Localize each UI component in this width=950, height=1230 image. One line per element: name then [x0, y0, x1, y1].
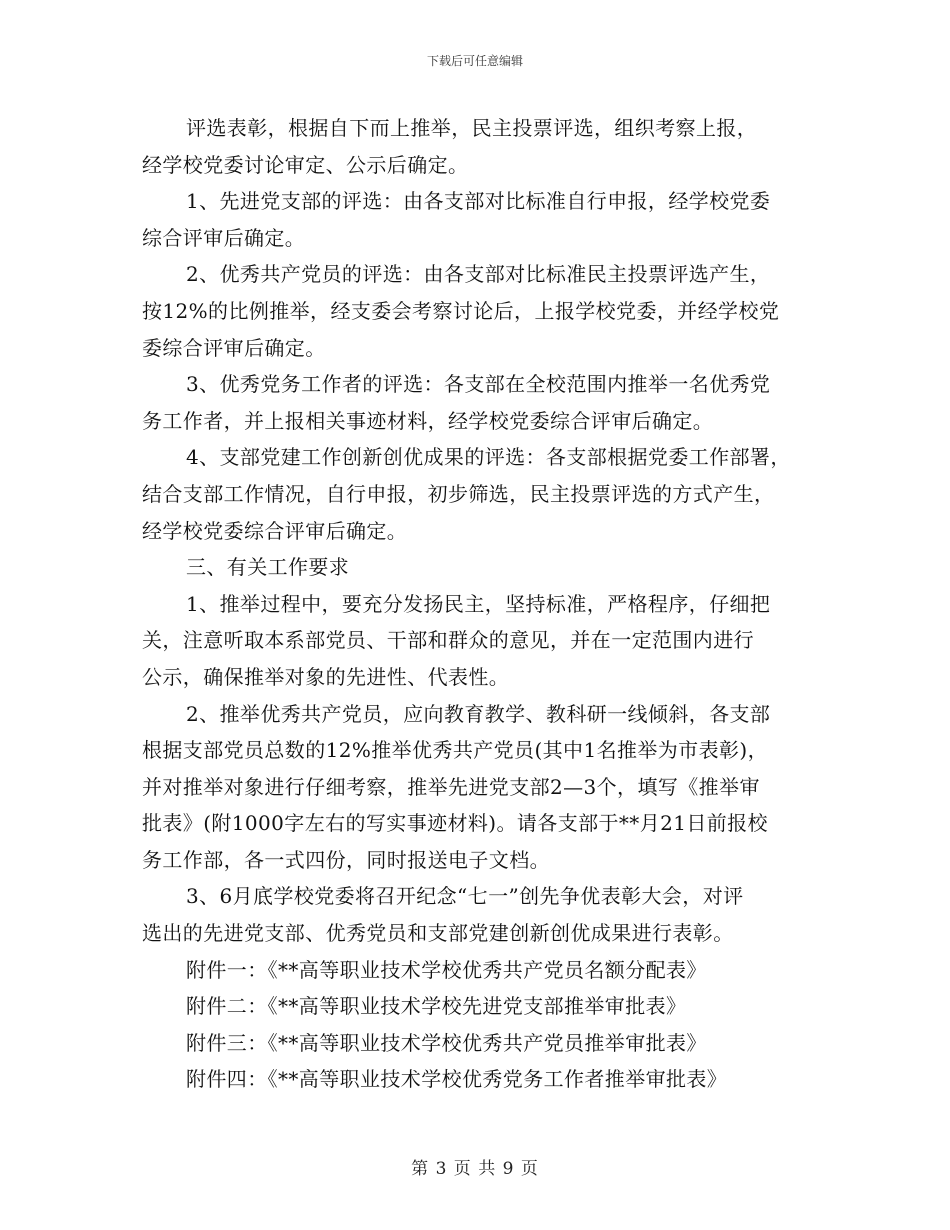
paragraph-line: 委综合评审后确定。	[142, 335, 326, 360]
document-body	[142, 110, 810, 1098]
page-header: 下载后可任意编辑	[426, 54, 523, 68]
paragraph-line: 批表》(附1000字左右的写实事迹材料)。请各支部于**月21日前报校	[142, 811, 768, 836]
paragraph-line: 务工作部，各一式四份，同时报送电子文档。	[142, 847, 550, 872]
attachment-item: 附件三：《**高等职业技术学校优秀共产党员推举审批表》	[186, 1030, 707, 1055]
page-number: 第 3 页 共 9 页	[411, 1159, 539, 1179]
section-heading: 三、有关工作要求	[186, 555, 350, 580]
paragraph-line: 关，注意听取本系部党员、干部和群众的意见，并在一定范围内进行	[142, 628, 754, 653]
paragraph-line: 公示，确保推举对象的先进性、代表性。	[142, 664, 510, 689]
paragraph-line: 4、支部党建工作创新创优成果的评选：各支部根据党委工作部署，	[186, 445, 791, 470]
paragraph-line: 1、先进党支部的评选：由各支部对比标准自行申报，经学校党委	[186, 189, 771, 214]
paragraph-line: 3、6月底学校党委将召开纪念“七一”创先争优表彰大会，对评	[186, 884, 744, 909]
paragraph-line: 3、优秀党务工作者的评选：各支部在全校范围内推举一名优秀党	[186, 372, 771, 397]
paragraph-line: 按12%的比例推举，经支委会考察讨论后，上报学校党委，并经学校党	[142, 298, 780, 323]
attachment-item: 附件二：《**高等职业技术学校先进党支部推举审批表》	[186, 994, 687, 1019]
paragraph-line: 1、推举过程中，要充分发扬民主，坚持标准，严格程序，仔细把	[186, 591, 771, 616]
paragraph-line: 结合支部工作情况，自行申报，初步筛选，民主投票评选的方式产生，	[142, 481, 775, 506]
paragraph-line: 经学校党委综合评审后确定。	[142, 518, 408, 543]
paragraph-line: 选出的先进党支部、优秀党员和支部党建创新创优成果进行表彰。	[142, 921, 734, 946]
paragraph-line: 根据支部党员总数的12%推举优秀共产党员(其中1名推举为市表彰)，	[142, 738, 768, 763]
attachment-item: 附件一：《**高等职业技术学校优秀共产党员名额分配表》	[186, 957, 707, 982]
paragraph-line: 综合评审后确定。	[142, 225, 306, 250]
attachment-item: 附件四：《**高等职业技术学校优秀党务工作者推举审批表》	[186, 1067, 728, 1092]
paragraph-line: 并对推举对象进行仔细考察，推举先进党支部2—3个，填写《推举审	[142, 774, 760, 799]
paragraph-line: 2、推举优秀共产党员，应向教育教学、教科研一线倾斜，各支部	[186, 701, 771, 726]
paragraph-line: 评选表彰，根据自下而上推举，民主投票评选，组织考察上报，	[186, 116, 758, 140]
paragraph-line: 2、优秀共产党员的评选：由各支部对比标准民主投票评选产生，	[186, 262, 771, 287]
paragraph-line: 务工作者，并上报相关事迹材料，经学校党委综合评审后确定。	[142, 408, 714, 433]
paragraph-line: 经学校党委讨论审定、公示后确定。	[142, 152, 469, 177]
